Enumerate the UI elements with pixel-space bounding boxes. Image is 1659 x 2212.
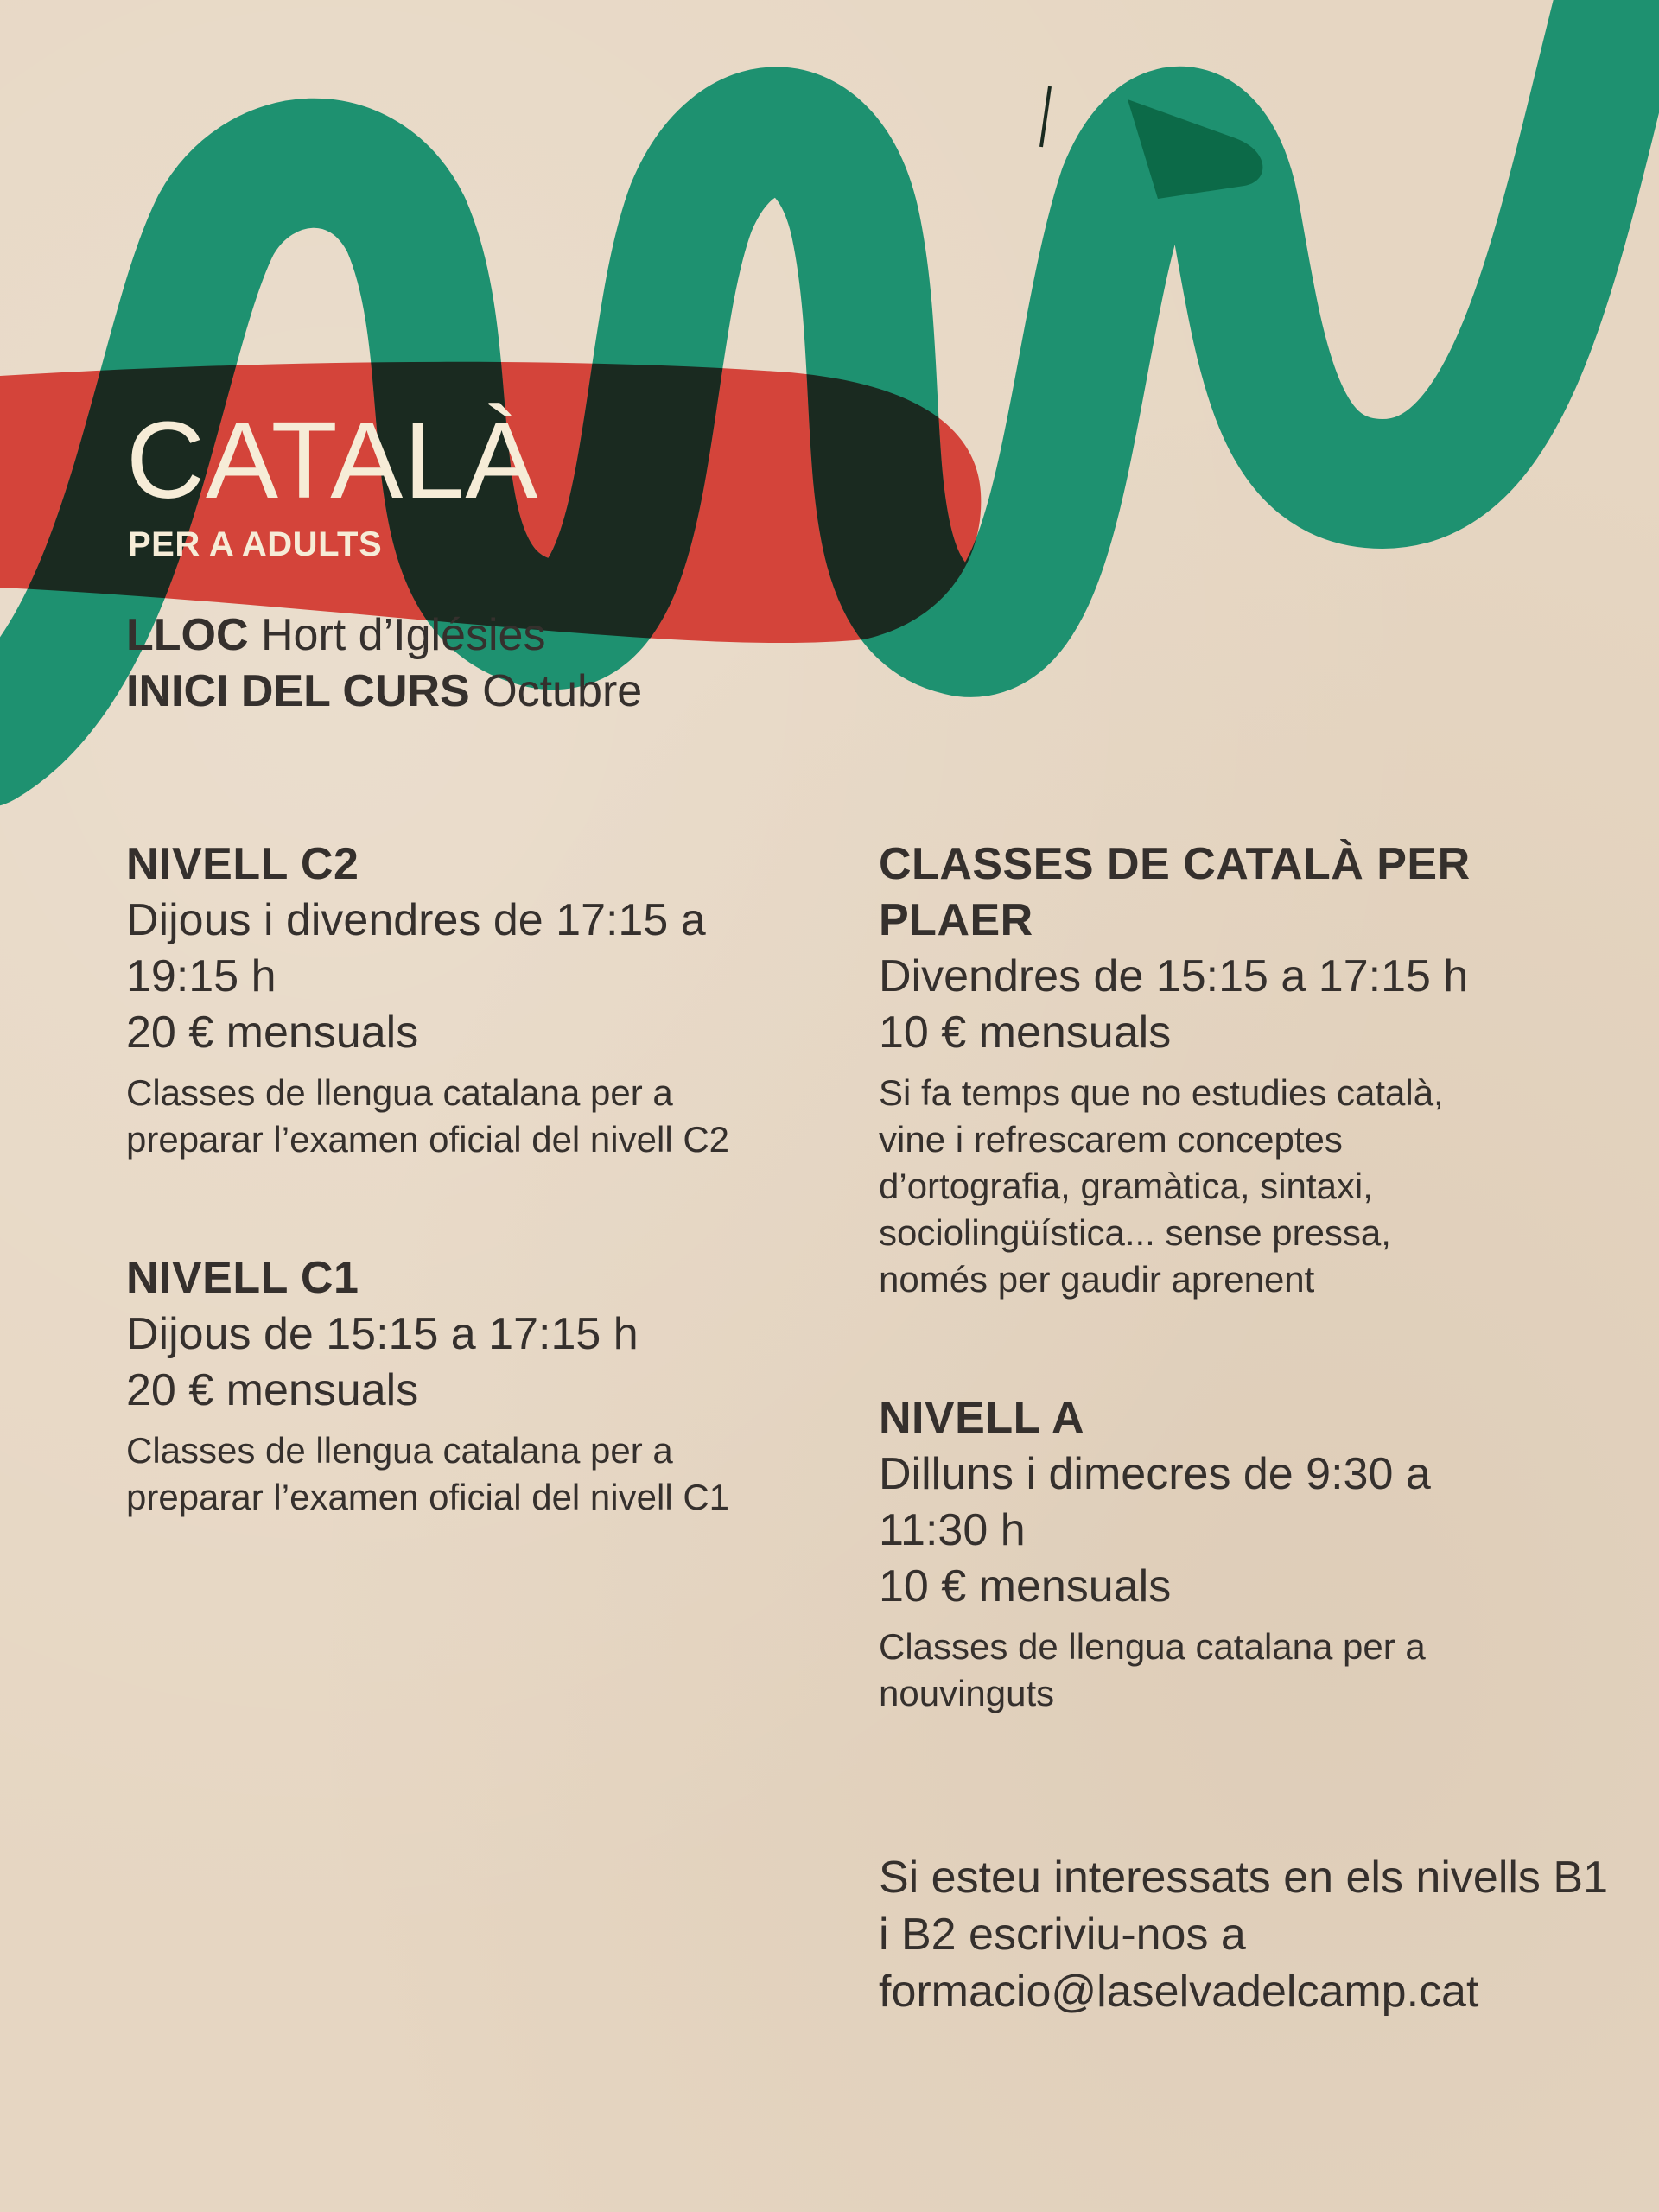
course-schedule: Divendres de 15:15 a 17:15 h — [879, 951, 1469, 1001]
course-price: 20 € mensuals — [126, 1365, 419, 1415]
course-card-c2 — [126, 836, 800, 1163]
page-subtitle: PER A ADULTS — [128, 525, 383, 563]
start-value: Octubre — [482, 666, 643, 716]
course-price: 10 € mensuals — [879, 1561, 1172, 1611]
start-line — [126, 664, 642, 720]
page-title: CATALÀ — [126, 399, 539, 521]
course-description: Si fa temps que no estudies català, vine i refrescarem conceptes d’ortografia, gramàtica, sintaxi, sociolingüística... sense pressa, només per gaudir aprenent — [879, 1072, 1444, 1300]
course-title: NIVELL C1 — [126, 1253, 359, 1303]
place-line — [126, 607, 545, 664]
contact-note: Si esteu interessats en els nivells B1 i B2 escriviu-nos a formacio@laselvadelcamp.cat — [879, 1853, 1608, 2017]
course-card-a — [879, 1390, 1553, 1717]
course-title: NIVELL C2 — [126, 839, 359, 889]
brush-hair-line — [1041, 86, 1050, 147]
course-description: Classes de llengua catalana per a preparar l’examen oficial del nivell C2 — [126, 1072, 730, 1160]
course-schedule: Dijous i divendres de 17:15 a 19:15 h — [126, 895, 706, 1001]
course-title: CLASSES DE CATALÀ PER PLAER — [879, 839, 1471, 945]
course-price: 20 € mensuals — [126, 1007, 419, 1058]
course-card-c1 — [126, 1250, 800, 1521]
course-card-plaer — [879, 836, 1605, 1303]
start-label: INICI DEL CURS — [126, 666, 470, 716]
place-label: LLOC — [126, 610, 249, 660]
course-price: 10 € mensuals — [879, 1007, 1172, 1058]
place-value: Hort d’Iglésies — [260, 610, 546, 660]
course-description: Classes de llengua catalana per a nouvinguts — [879, 1626, 1426, 1713]
course-title: NIVELL A — [879, 1393, 1085, 1443]
course-description: Classes de llengua catalana per a preparar l’examen oficial del nivell C1 — [126, 1430, 730, 1517]
course-schedule: Dijous de 15:15 a 17:15 h — [126, 1309, 639, 1359]
course-schedule: Dilluns i dimecres de 9:30 a 11:30 h — [879, 1449, 1431, 1555]
